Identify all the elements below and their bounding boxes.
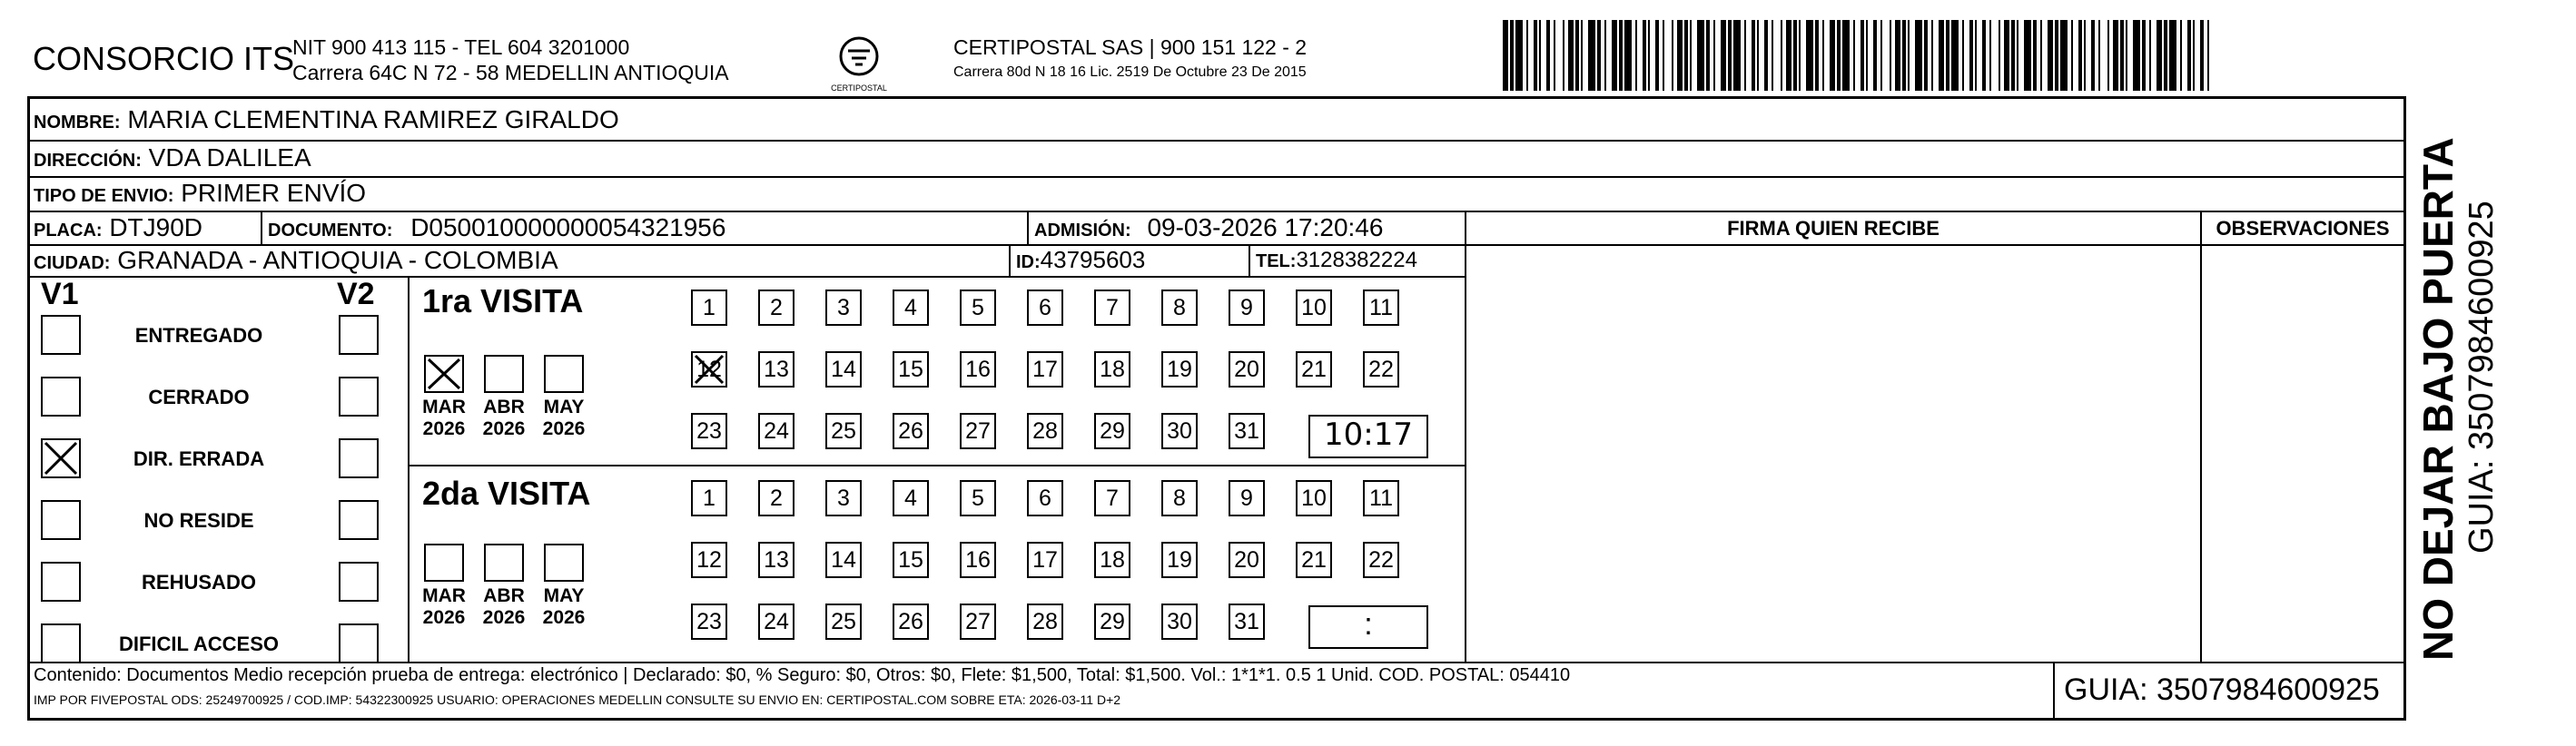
month-name: MAY (543, 585, 585, 606)
status-label: NO RESIDE (143, 509, 254, 532)
day-checkbox[interactable]: 23 (691, 413, 727, 449)
v2-checkbox[interactable] (339, 623, 379, 663)
shipment-type-row (34, 179, 366, 208)
month-year: 2026 (482, 607, 526, 628)
day-checkbox[interactable]: 6 (1027, 290, 1063, 326)
day-checkbox[interactable]: 8 (1161, 290, 1198, 326)
address-line: Carrera 64C N 72 - 58 MEDELLIN ANTIOQUIA (292, 61, 729, 84)
v1-checkbox[interactable] (41, 500, 81, 540)
admission-field (1034, 213, 1383, 242)
day-checkbox[interactable]: 8 (1161, 480, 1198, 516)
day-checkbox[interactable]: 30 (1161, 604, 1198, 640)
month-label (538, 585, 589, 629)
day-checkbox[interactable]: 12 (691, 542, 727, 578)
city-row (34, 246, 558, 275)
day-checkbox[interactable]: 22 (1363, 351, 1399, 388)
nit-line: NIT 900 413 115 - TEL 604 3201000 (292, 35, 630, 59)
plate-value: DTJ90D (109, 213, 203, 241)
company-name: CONSORCIO ITS (33, 40, 295, 77)
day-checkbox[interactable]: 26 (893, 604, 929, 640)
v2-checkbox[interactable] (339, 315, 379, 355)
day-checkbox[interactable]: 26 (893, 413, 929, 449)
shipment-type-value: PRIMER ENVÍO (181, 179, 367, 207)
month-checkbox[interactable] (544, 355, 584, 393)
day-checkbox[interactable]: 13 (758, 542, 795, 578)
day-checkbox[interactable]: 23 (691, 604, 727, 640)
day-checkbox[interactable]: 31 (1229, 604, 1265, 640)
month-name: ABR (483, 585, 525, 606)
id-field (1016, 246, 1145, 274)
company-info (292, 34, 729, 85)
courier-info (953, 34, 1307, 85)
day-checkbox[interactable]: 5 (960, 290, 996, 326)
name-row (34, 105, 619, 134)
day-checkbox[interactable]: 10 (1296, 480, 1332, 516)
day-checkbox[interactable]: 17 (1027, 351, 1063, 388)
day-checkbox[interactable]: 20 (1229, 542, 1265, 578)
admission-value: 09-03-2026 17:20:46 (1147, 213, 1384, 241)
city-value: GRANADA - ANTIOQUIA - COLOMBIA (117, 246, 558, 274)
day-checkbox[interactable]: 25 (825, 413, 862, 449)
day-checkbox[interactable]: 16 (960, 351, 996, 388)
v1-checkbox[interactable] (41, 377, 81, 417)
v1-header: V1 (41, 277, 79, 311)
v2-checkbox[interactable] (339, 562, 379, 602)
day-checkbox[interactable]: 13 (758, 351, 795, 388)
logo-label: CERTIPOSTAL (831, 83, 887, 93)
status-label: REHUSADO (142, 571, 256, 594)
visit1-title: 1ra VISITA (422, 282, 584, 319)
id-label: ID: (1016, 252, 1041, 272)
x-mark-icon (693, 353, 725, 386)
day-checkbox[interactable]: 21 (1296, 351, 1332, 388)
day-checkbox[interactable]: 28 (1027, 604, 1063, 640)
day-checkbox[interactable]: 4 (893, 290, 929, 326)
status-label: ENTREGADO (134, 324, 263, 347)
day-checkbox[interactable]: 1 (691, 290, 727, 326)
month-label (538, 397, 589, 440)
month-year: 2026 (422, 607, 466, 628)
month-name: MAR (422, 585, 466, 606)
certipostal-logo (831, 34, 887, 93)
day-checkbox[interactable]: 7 (1094, 290, 1130, 326)
visit2-time[interactable]: : (1308, 605, 1428, 649)
day-checkbox[interactable]: 17 (1027, 542, 1063, 578)
document-field (268, 213, 725, 242)
side-guide-number: GUIA: 3507984600925 (2462, 201, 2501, 554)
month-year: 2026 (542, 418, 586, 439)
name-label: NOMBRE: (34, 113, 121, 133)
day-checkbox[interactable]: 21 (1296, 542, 1332, 578)
status-label: CERRADO (148, 386, 250, 408)
signature-header: FIRMA QUIEN RECIBE (1727, 217, 1939, 240)
x-mark-icon (426, 357, 462, 391)
day-checkbox[interactable]: 4 (893, 480, 929, 516)
month-name: ABR (483, 397, 525, 417)
month-checkbox[interactable] (484, 544, 524, 582)
v1-checkbox[interactable] (41, 315, 81, 355)
v1-checkbox[interactable] (41, 562, 81, 602)
day-checkbox[interactable]: 10 (1296, 290, 1332, 326)
day-checkbox[interactable]: 16 (960, 542, 996, 578)
visit1-time[interactable]: 10:17 (1308, 415, 1428, 458)
month-checkbox[interactable] (424, 355, 464, 393)
day-checkbox[interactable]: 28 (1027, 413, 1063, 449)
day-checkbox[interactable]: 30 (1161, 413, 1198, 449)
v1-checkbox[interactable] (41, 623, 81, 663)
day-checkbox[interactable]: 3 (825, 480, 862, 516)
id-value: 43795603 (1040, 246, 1146, 273)
day-checkbox[interactable]: 20 (1229, 351, 1265, 388)
delivery-form (27, 96, 2406, 721)
day-checkbox[interactable]: 19 (1161, 542, 1198, 578)
day-checkbox[interactable]: 25 (825, 604, 862, 640)
do-not-leave-under-door: NO DEJAR BAJO PUERTA (2414, 137, 2462, 661)
document-value: D050010000000054321956 (410, 213, 726, 241)
x-mark-icon (43, 440, 79, 476)
address-value: VDA DALILEA (148, 143, 311, 172)
day-checkbox[interactable]: 1 (691, 480, 727, 516)
day-checkbox[interactable]: 6 (1027, 480, 1063, 516)
month-checkbox[interactable] (544, 544, 584, 582)
observations-area[interactable] (2204, 248, 2402, 660)
contents-line: Contenido: Documentos Medio recepción prueba de entrega: electrónico | Declarado: $0, % Seguro: $0, Otros: $0, Flete: $1,500, Total: $1,500. Vol.: 1*1*1. 0.5 1 Unid. COD. POSTAL: 054410 (34, 665, 1571, 685)
day-checkbox[interactable]: 24 (758, 413, 795, 449)
tel-field (1256, 248, 1417, 273)
shipment-type-label: TIPO DE ENVIO: (34, 186, 174, 206)
name-value: MARIA CLEMENTINA RAMIREZ GIRALDO (127, 105, 619, 133)
admission-label: ADMISIÓN: (1034, 221, 1131, 240)
day-checkbox[interactable]: 3 (825, 290, 862, 326)
month-year: 2026 (482, 418, 526, 439)
day-checkbox[interactable]: 27 (960, 413, 996, 449)
status-label: DIFICIL ACCESO (118, 633, 279, 655)
month-label (419, 585, 469, 629)
plate-label: PLACA: (34, 221, 103, 240)
day-checkbox[interactable]: 9 (1229, 290, 1265, 326)
tel-label: TEL: (1256, 251, 1297, 271)
day-checkbox[interactable]: 27 (960, 604, 996, 640)
signature-area[interactable] (1468, 248, 2198, 660)
barcode (1503, 20, 2220, 91)
tel-value: 3128382224 (1296, 248, 1417, 272)
day-checkbox[interactable]: 31 (1229, 413, 1265, 449)
day-checkbox[interactable]: 14 (825, 351, 862, 388)
day-checkbox[interactable]: 18 (1094, 542, 1130, 578)
day-checkbox[interactable]: 2 (758, 480, 795, 516)
day-checkbox[interactable]: 24 (758, 604, 795, 640)
day-checkbox[interactable]: 14 (825, 542, 862, 578)
month-name: MAR (422, 397, 466, 417)
v2-checkbox[interactable] (339, 500, 379, 540)
address-row (34, 143, 311, 172)
month-label (479, 397, 529, 440)
month-checkbox[interactable] (484, 355, 524, 393)
print-info-line: IMP POR FIVEPOSTAL ODS: 25249700925 / COD.IMP: 54322300925 USUARIO: OPERACIONES MEDELLIN CONSULTE SU ENVIO EN: CERTIPOSTAL.COM SOBRE ETA: 2026-03-11 D+2 (34, 692, 1121, 707)
day-checkbox[interactable]: 7 (1094, 480, 1130, 516)
day-checkbox[interactable]: 15 (893, 542, 929, 578)
day-checkbox[interactable]: 11 (1363, 290, 1399, 326)
day-checkbox[interactable]: 15 (893, 351, 929, 388)
month-checkbox[interactable] (424, 544, 464, 582)
document-label: DOCUMENTO: (268, 221, 393, 240)
v2-checkbox[interactable] (339, 377, 379, 417)
month-year: 2026 (422, 418, 466, 439)
day-checkbox[interactable]: 2 (758, 290, 795, 326)
v2-checkbox[interactable] (339, 438, 379, 478)
month-label (419, 397, 469, 440)
address-label: DIRECCIÓN: (34, 151, 142, 171)
observations-header: OBSERVACIONES (2216, 217, 2390, 240)
day-checkbox[interactable]: 22 (1363, 542, 1399, 578)
visit2-title: 2da VISITA (422, 475, 591, 512)
v2-header: V2 (337, 277, 375, 311)
day-checkbox[interactable]: 9 (1229, 480, 1265, 516)
day-checkbox[interactable]: 29 (1094, 413, 1130, 449)
month-year: 2026 (542, 607, 586, 628)
day-checkbox[interactable]: 12 (691, 351, 727, 388)
day-checkbox[interactable]: 18 (1094, 351, 1130, 388)
certipostal-logo-icon (834, 34, 884, 83)
courier-address: Carrera 80d N 18 16 Lic. 2519 De Octubre 23 De 2015 (953, 64, 1307, 80)
day-checkbox[interactable]: 11 (1363, 480, 1399, 516)
day-checkbox[interactable]: 5 (960, 480, 996, 516)
month-name: MAY (543, 397, 585, 417)
status-label: DIR. ERRADA (133, 447, 265, 470)
courier-line: CERTIPOSTAL SAS | 900 151 122 - 2 (953, 35, 1308, 59)
day-checkbox[interactable]: 29 (1094, 604, 1130, 640)
plate-field (34, 213, 202, 242)
guide-number: GUIA: 3507984600925 (2064, 672, 2380, 707)
month-label (479, 585, 529, 629)
v1-checkbox[interactable] (41, 438, 81, 478)
city-label: CIUDAD: (34, 253, 111, 273)
day-checkbox[interactable]: 19 (1161, 351, 1198, 388)
